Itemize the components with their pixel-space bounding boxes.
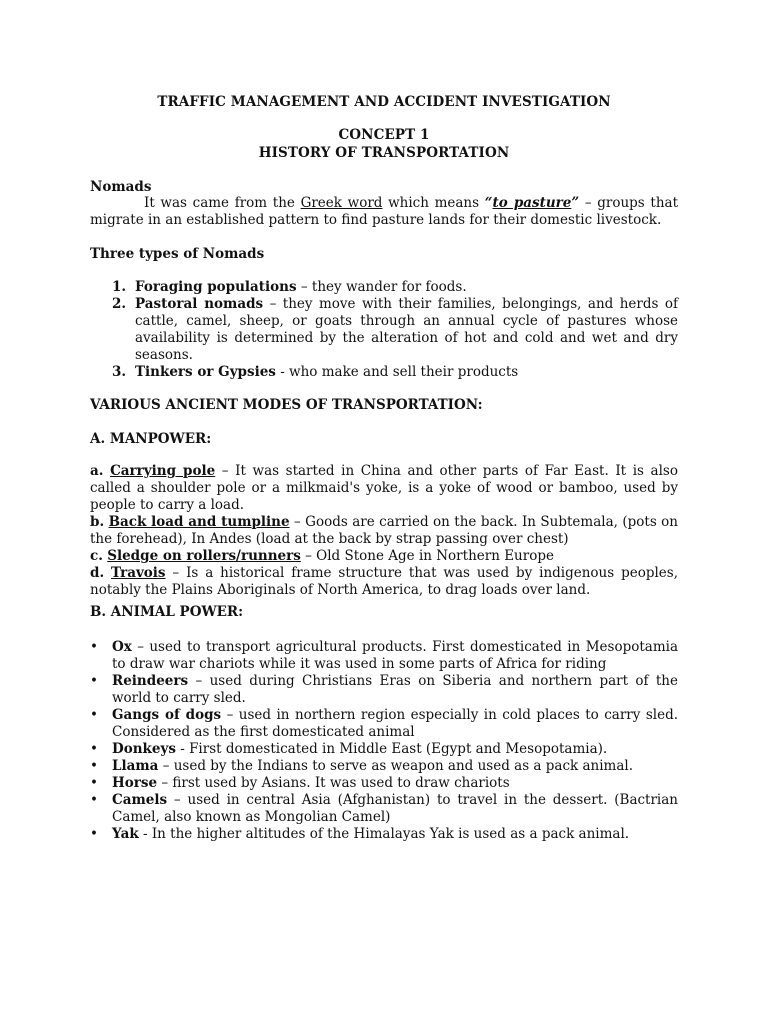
- list-item-term: Foraging populations: [135, 279, 297, 295]
- bullet-icon: •: [90, 741, 98, 757]
- list-item-term: Sledge on rollers/runners: [107, 548, 301, 564]
- list-item-desc: – Old Stone Age in Northern Europe: [300, 548, 554, 564]
- bullet-icon: •: [90, 673, 98, 689]
- nomads-text-post: – groups that migrate in an established pattern to find pasture lands for their domestic livestock.: [90, 195, 678, 228]
- manpower-list: [90, 463, 678, 599]
- list-item-term: Llama: [112, 758, 159, 774]
- list-item-desc: – Is a historical frame structure that was used by indigenous peoples, notably the Plains Aboriginals of North America, to drag loads over land.: [90, 565, 678, 598]
- list-item-letter: a.: [90, 463, 104, 479]
- list-item: [90, 548, 678, 565]
- list-item-desc: – they move with their families, belongings, and herds of cattle, camel, sheep, or goats through an annual cycle of pastures whose availability is determined by the alteration of hot and cold and wet and dry seasons.: [135, 296, 678, 363]
- list-item-text: [112, 826, 678, 843]
- list-item-desc: – they wander for foods.: [296, 279, 467, 295]
- list-item-term: Pastoral nomads: [135, 296, 264, 312]
- list-item-term: Tinkers or Gypsies: [135, 364, 276, 380]
- bullet-icon: •: [90, 758, 98, 774]
- nomads-text-pre: It was came from the: [144, 195, 301, 211]
- list-item-desc: – used to transport agricultural products. First domesticated in Mesopotamia to draw war chariots while it was used in some parts of Africa for riding: [112, 639, 678, 672]
- list-item-text: [112, 758, 678, 775]
- list-item-text: [112, 775, 678, 792]
- list-item: [0, 792, 768, 826]
- modes-heading: VARIOUS ANCIENT MODES OF TRANSPORTATION:: [90, 397, 483, 413]
- list-item-text: [112, 792, 678, 826]
- concept-label: CONCEPT 1: [338, 127, 430, 143]
- list-item: [90, 514, 678, 548]
- list-item-term: Carrying pole: [110, 463, 216, 479]
- list-item-term: Travois: [111, 565, 166, 581]
- nomads-heading: Nomads: [90, 179, 152, 195]
- list-item-text: [135, 279, 678, 296]
- list-item-desc: – used in northern region especially in cold places to carry sled. Considered as the first domesticated animal: [112, 707, 679, 740]
- list-item-text: [112, 741, 678, 758]
- list-item-text: [112, 707, 678, 741]
- list-item: [90, 296, 678, 364]
- list-item-text: [112, 639, 678, 673]
- list-item-letter: b.: [90, 514, 105, 530]
- list-item-desc: – used during Christians Eras on Siberia and northern part of the world to carry sled.: [112, 673, 678, 706]
- quote-open: “: [484, 195, 493, 211]
- list-item: [90, 463, 678, 514]
- manpower-heading: A. MANPOWER:: [90, 431, 212, 447]
- list-item: [0, 826, 768, 843]
- to-pasture-term: to pasture: [492, 195, 572, 211]
- nomads-paragraph: [90, 195, 678, 229]
- list-item-term: Gangs of dogs: [112, 707, 222, 723]
- types-list: [90, 279, 678, 381]
- list-item-desc: – first used by Asians. It was used to draw chariots: [157, 775, 510, 791]
- list-item-desc: - who make and sell their products: [275, 364, 519, 380]
- bullet-icon: •: [90, 775, 98, 791]
- list-item-term: Reindeers: [112, 673, 189, 689]
- bullet-icon: •: [90, 639, 98, 655]
- list-item-term: Donkeys: [112, 741, 176, 757]
- bullet-icon: •: [90, 707, 98, 723]
- list-item-term: Yak: [112, 826, 139, 842]
- list-number: 2.: [112, 296, 127, 312]
- list-item: [0, 673, 768, 707]
- list-item-text: [135, 296, 678, 364]
- greek-word-term: Greek word: [300, 195, 383, 211]
- quote-close: ”: [571, 195, 580, 211]
- list-item: [90, 565, 678, 599]
- list-item-desc: – used by the Indians to serve as weapon and used as a pack animal.: [158, 758, 634, 774]
- nomads-text-mid: which means: [382, 195, 485, 211]
- bullet-icon: •: [90, 826, 98, 842]
- list-item: [0, 741, 768, 758]
- concept-title: HISTORY OF TRANSPORTATION: [258, 145, 510, 161]
- list-item-term: Back load and tumpline: [108, 514, 290, 530]
- list-item: [0, 707, 768, 741]
- list-item-term: Camels: [112, 792, 168, 808]
- list-item-text: [135, 364, 678, 381]
- list-item-desc: - In the higher altitudes of the Himalayas Yak is used as a pack animal.: [138, 826, 630, 842]
- document-title: TRAFFIC MANAGEMENT AND ACCIDENT INVESTIGATION: [157, 94, 611, 110]
- list-item-term: Horse: [112, 775, 158, 791]
- list-number: 3.: [112, 364, 127, 380]
- list-number: 1.: [112, 279, 127, 295]
- list-item-letter: c.: [90, 548, 103, 564]
- animal-power-heading: B. ANIMAL POWER:: [90, 604, 244, 620]
- list-item-desc: – used in central Asia (Afghanistan) to travel in the dessert. (Bactrian Camel, also known as Mongolian Camel): [112, 792, 678, 825]
- list-item: [90, 364, 678, 381]
- list-item-desc: – Goods are carried on the back. In Subtemala, (pots on the forehead), In Andes (load at the back by strap passing over chest): [90, 514, 678, 547]
- list-item-term: Ox: [112, 639, 132, 655]
- list-item-letter: d.: [90, 565, 105, 581]
- list-item: [90, 279, 678, 296]
- list-item-desc: - First domesticated in Middle East (Egypt and Mesopotamia).: [175, 741, 608, 757]
- bullet-icon: •: [90, 792, 98, 808]
- list-item: [0, 758, 768, 775]
- types-heading: Three types of Nomads: [90, 246, 265, 262]
- animal-list: [0, 639, 768, 843]
- list-item-desc: – It was started in China and other parts of Far East. It is also called a shoulder pole or a milkmaid's yoke, is a yoke of wood or bamboo, used by people to carry a load.: [90, 463, 678, 513]
- list-item-text: [112, 673, 678, 707]
- list-item: [0, 639, 768, 673]
- list-item: [0, 775, 768, 792]
